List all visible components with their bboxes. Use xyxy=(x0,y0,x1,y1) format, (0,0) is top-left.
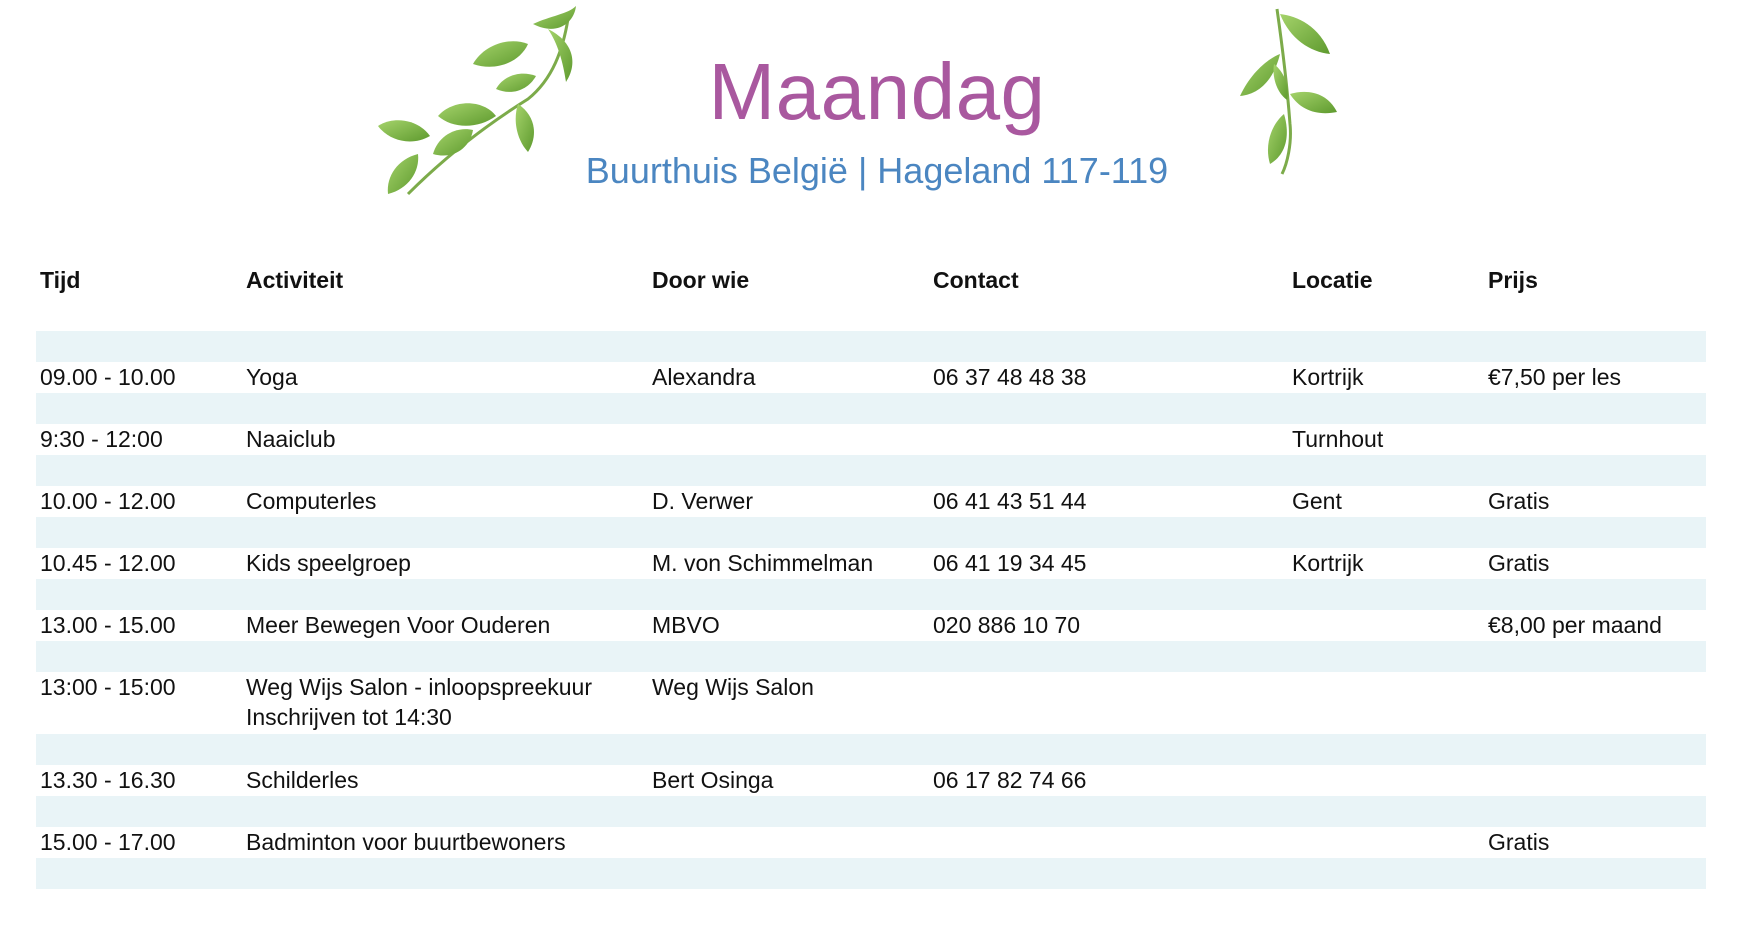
cell-price: Gratis xyxy=(1488,550,1550,576)
cell-by: M. von Schimmelman xyxy=(652,550,874,576)
cell-activity xyxy=(246,672,592,732)
cell-price: Gratis xyxy=(1488,829,1550,855)
table-row xyxy=(36,486,1706,517)
cell-activity: Kids speelgroep xyxy=(246,550,411,576)
cell-time: 10.45 - 12.00 xyxy=(40,550,176,576)
row-separator xyxy=(36,331,1706,362)
cell-location: Kortrijk xyxy=(1292,550,1364,576)
row-separator xyxy=(36,858,1706,889)
cell-time: 10.00 - 12.00 xyxy=(40,488,176,514)
cell-time: 09.00 - 10.00 xyxy=(40,364,176,390)
column-header-tijd: Tijd xyxy=(40,267,81,293)
page-subtitle: Buurthuis België | Hageland 117-119 xyxy=(585,150,1169,191)
cell-price: €7,50 per les xyxy=(1488,364,1621,390)
schedule-table xyxy=(36,265,1706,889)
cell-contact: 06 17 82 74 66 xyxy=(933,767,1087,793)
cell-activity: Badminton voor buurtbewoners xyxy=(246,829,566,855)
cell-price: €8,00 per maand xyxy=(1488,612,1662,638)
cell-contact: 06 41 43 51 44 xyxy=(933,488,1087,514)
cell-by: Bert Osinga xyxy=(652,767,774,793)
row-separator xyxy=(36,517,1706,548)
table-row xyxy=(36,672,1706,734)
cell-activity: Schilderles xyxy=(246,767,359,793)
cell-time: 13.00 - 15.00 xyxy=(40,612,176,638)
table-row xyxy=(36,827,1706,858)
cell-activity-line1: Weg Wijs Salon - inloopspreekuur xyxy=(246,674,593,700)
row-separator xyxy=(36,641,1706,672)
row-separator xyxy=(36,796,1706,827)
cell-contact: 06 37 48 48 38 xyxy=(933,364,1087,390)
cell-by: Alexandra xyxy=(652,364,756,390)
row-separator xyxy=(36,734,1706,765)
table-row xyxy=(36,765,1706,796)
table-row xyxy=(36,610,1706,641)
row-separator xyxy=(36,393,1706,424)
cell-price: Gratis xyxy=(1488,488,1550,514)
column-header-locatie: Locatie xyxy=(1292,267,1373,293)
cell-time: 15.00 - 17.00 xyxy=(40,829,176,855)
page-title: Maandag xyxy=(708,47,1046,136)
vine-leaves-right-icon xyxy=(1232,4,1342,184)
cell-activity: Naaiclub xyxy=(246,426,336,452)
cell-location: Turnhout xyxy=(1292,426,1384,452)
cell-time: 13:00 - 15:00 xyxy=(40,674,176,700)
cell-activity-line2: Inschrijven tot 14:30 xyxy=(246,704,452,730)
cell-activity: Meer Bewegen Voor Ouderen xyxy=(246,612,551,638)
table-header-row xyxy=(36,265,1706,331)
cell-time: 13.30 - 16.30 xyxy=(40,767,176,793)
table-row xyxy=(36,548,1706,579)
column-header-door-wie: Door wie xyxy=(652,267,750,293)
row-separator xyxy=(36,579,1706,610)
cell-activity: Yoga xyxy=(246,364,298,390)
page-header xyxy=(0,0,1746,230)
cell-by: MBVO xyxy=(652,612,720,638)
cell-activity: Computerles xyxy=(246,488,377,514)
cell-time: 9:30 - 12:00 xyxy=(40,426,163,452)
cell-location: Kortrijk xyxy=(1292,364,1364,390)
table-row xyxy=(36,424,1706,455)
cell-contact: 020 886 10 70 xyxy=(933,612,1081,638)
table-row xyxy=(36,362,1706,393)
cell-by: D. Verwer xyxy=(652,488,753,514)
cell-contact: 06 41 19 34 45 xyxy=(933,550,1087,576)
cell-by: Weg Wijs Salon xyxy=(652,674,814,700)
cell-location: Gent xyxy=(1292,488,1342,514)
column-header-contact: Contact xyxy=(933,267,1019,293)
row-separator xyxy=(36,455,1706,486)
column-header-activiteit: Activiteit xyxy=(246,267,344,293)
column-header-prijs: Prijs xyxy=(1488,267,1538,293)
